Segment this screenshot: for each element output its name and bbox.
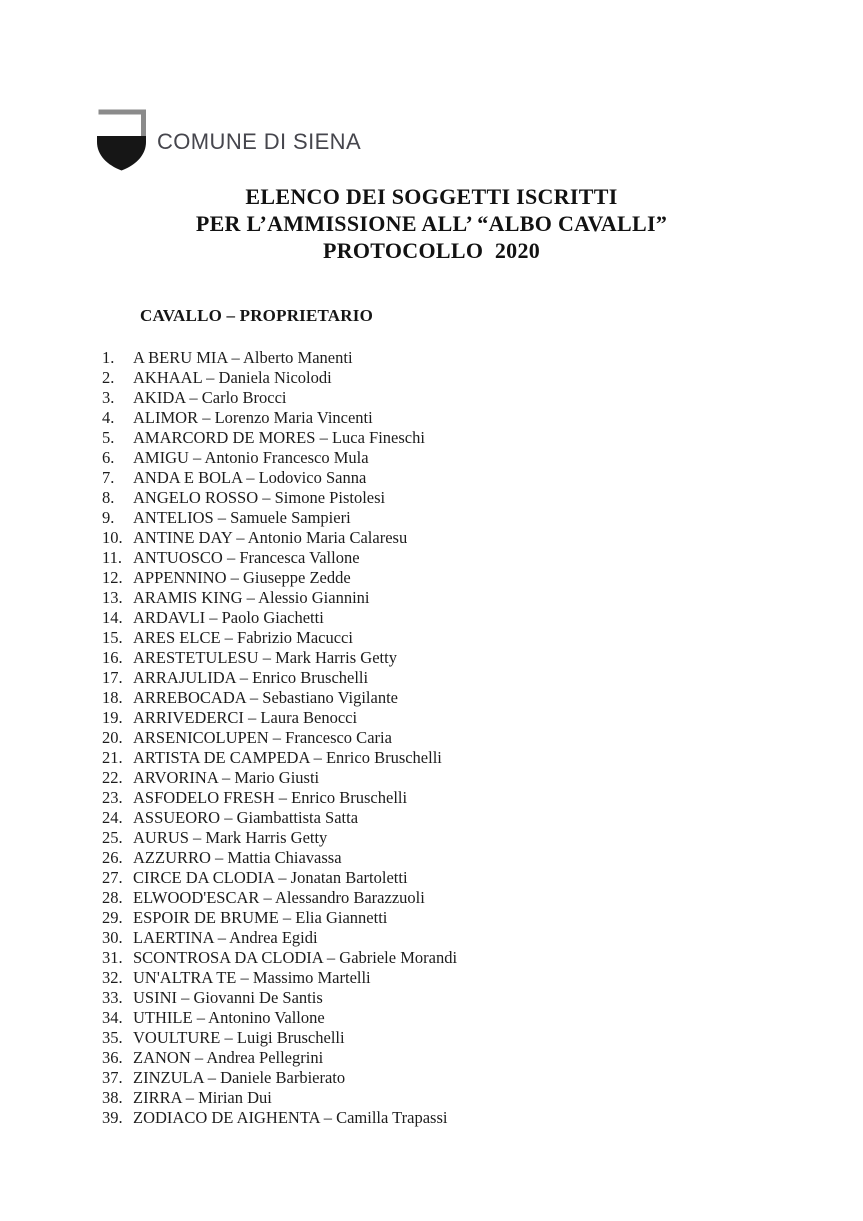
list-item bbox=[102, 928, 457, 948]
item-text: ALIMOR – Lorenzo Maria Vincenti bbox=[133, 408, 373, 427]
item-number: 15. bbox=[102, 628, 123, 647]
item-number: 3. bbox=[102, 388, 115, 407]
item-number: 19. bbox=[102, 708, 123, 727]
item-text: ARTISTA DE CAMPEDA – Enrico Bruschelli bbox=[133, 748, 442, 767]
item-text: ARSENICOLUPEN – Francesco Caria bbox=[133, 728, 392, 747]
list-item bbox=[102, 1108, 457, 1128]
list-item bbox=[102, 848, 457, 868]
list-item bbox=[102, 1028, 457, 1048]
item-number: 35. bbox=[102, 1028, 123, 1047]
comune-di-siena-logo bbox=[96, 109, 148, 171]
item-number: 33. bbox=[102, 988, 123, 1007]
item-text: ANTUOSCO – Francesca Vallone bbox=[133, 548, 360, 567]
item-number: 12. bbox=[102, 568, 123, 587]
item-number: 17. bbox=[102, 668, 123, 687]
list-item bbox=[102, 908, 457, 928]
item-number: 11. bbox=[102, 548, 123, 567]
item-text: ARDAVLI – Paolo Giachetti bbox=[133, 608, 324, 627]
list-item bbox=[102, 1068, 457, 1088]
item-number: 32. bbox=[102, 968, 123, 987]
item-text: ASFODELO FRESH – Enrico Bruschelli bbox=[133, 788, 408, 807]
list-item bbox=[102, 348, 457, 368]
list-item bbox=[102, 688, 457, 708]
siena-shield-icon bbox=[96, 109, 148, 171]
list-item bbox=[102, 888, 457, 908]
item-text: AKHAAL – Daniela Nicolodi bbox=[133, 368, 332, 387]
item-number: 7. bbox=[102, 468, 115, 487]
item-text: ESPOIR DE BRUME – Elia Giannetti bbox=[133, 908, 388, 927]
item-number: 16. bbox=[102, 648, 123, 667]
document-title bbox=[0, 183, 863, 264]
item-number: 22. bbox=[102, 768, 123, 787]
item-text: AMIGU – Antonio Francesco Mula bbox=[133, 448, 369, 467]
item-number: 29. bbox=[102, 908, 123, 927]
item-text: APPENNINO – Giuseppe Zedde bbox=[133, 568, 351, 587]
item-number: 21. bbox=[102, 748, 123, 767]
item-number: 39. bbox=[102, 1108, 123, 1127]
item-text: USINI – Giovanni De Santis bbox=[133, 988, 323, 1007]
item-number: 14. bbox=[102, 608, 123, 627]
list-item bbox=[102, 408, 457, 428]
item-number: 2. bbox=[102, 368, 115, 387]
item-number: 34. bbox=[102, 1008, 123, 1027]
item-text: ARAMIS KING – Alessio Giannini bbox=[133, 588, 370, 607]
item-text: LAERTINA – Andrea Egidi bbox=[133, 928, 318, 947]
item-text: SCONTROSA DA CLODIA – Gabriele Morandi bbox=[133, 948, 458, 967]
item-text: AZZURRO – Mattia Chiavassa bbox=[133, 848, 342, 867]
item-number: 38. bbox=[102, 1088, 123, 1107]
item-number: 6. bbox=[102, 448, 115, 467]
list-item bbox=[102, 528, 457, 548]
item-number: 1. bbox=[102, 348, 115, 367]
list-item bbox=[102, 668, 457, 688]
item-number: 30. bbox=[102, 928, 123, 947]
entries-list bbox=[102, 348, 457, 1128]
list-item bbox=[102, 428, 457, 448]
item-number: 23. bbox=[102, 788, 123, 807]
list-item bbox=[102, 1088, 457, 1108]
item-text: ANTINE DAY – Antonio Maria Calaresu bbox=[133, 528, 408, 547]
item-text: ARRAJULIDA – Enrico Bruschelli bbox=[133, 668, 369, 687]
list-item bbox=[102, 968, 457, 988]
title-line-1: ELENCO DEI SOGGETTI ISCRITTI bbox=[245, 184, 618, 209]
item-text: ZINZULA – Daniele Barbierato bbox=[133, 1068, 346, 1087]
list-item bbox=[102, 448, 457, 468]
item-text: ARVORINA – Mario Giusti bbox=[133, 768, 320, 787]
item-number: 36. bbox=[102, 1048, 123, 1067]
list-item bbox=[102, 368, 457, 388]
item-number: 24. bbox=[102, 808, 123, 827]
list-item bbox=[102, 588, 457, 608]
item-number: 13. bbox=[102, 588, 123, 607]
list-item bbox=[102, 808, 457, 828]
item-number: 8. bbox=[102, 488, 115, 507]
item-text: UTHILE – Antonino Vallone bbox=[133, 1008, 325, 1027]
list-item bbox=[102, 388, 457, 408]
list-item bbox=[102, 868, 457, 888]
item-text: CIRCE DA CLODIA – Jonatan Bartoletti bbox=[133, 868, 408, 887]
list-item bbox=[102, 1048, 457, 1068]
list-heading: CAVALLO – PROPRIETARIO bbox=[140, 306, 373, 325]
item-number: 27. bbox=[102, 868, 123, 887]
item-number: 37. bbox=[102, 1068, 123, 1087]
item-text: AKIDA – Carlo Brocci bbox=[133, 388, 287, 407]
list-item bbox=[102, 628, 457, 648]
list-item bbox=[102, 828, 457, 848]
item-text: ARES ELCE – Fabrizio Macucci bbox=[133, 628, 353, 647]
item-number: 25. bbox=[102, 828, 123, 847]
item-text: A BERU MIA – Alberto Manenti bbox=[133, 348, 353, 367]
item-text: ASSUEORO – Giambattista Satta bbox=[133, 808, 359, 827]
item-number: 10. bbox=[102, 528, 123, 547]
list-item bbox=[102, 988, 457, 1008]
item-text: ARREBOCADA – Sebastiano Vigilante bbox=[133, 688, 398, 707]
list-item bbox=[102, 508, 457, 528]
list-item bbox=[102, 468, 457, 488]
item-text: ZODIACO DE AIGHENTA – Camilla Trapassi bbox=[133, 1108, 448, 1127]
item-number: 26. bbox=[102, 848, 123, 867]
item-text: ELWOOD'ESCAR – Alessandro Barazzuoli bbox=[133, 888, 425, 907]
list-item bbox=[102, 768, 457, 788]
list-item bbox=[102, 648, 457, 668]
item-text: ZIRRA – Mirian Dui bbox=[133, 1088, 272, 1107]
list-item bbox=[102, 728, 457, 748]
item-text: ANTELIOS – Samuele Sampieri bbox=[133, 508, 351, 527]
list-item bbox=[102, 708, 457, 728]
list-item bbox=[102, 488, 457, 508]
item-text: ANDA E BOLA – Lodovico Sanna bbox=[133, 468, 367, 487]
item-text: UN'ALTRA TE – Massimo Martelli bbox=[133, 968, 371, 987]
org-name: COMUNE DI SIENA bbox=[157, 129, 362, 154]
item-text: ANGELO ROSSO – Simone Pistolesi bbox=[133, 488, 386, 507]
item-number: 9. bbox=[102, 508, 115, 527]
item-number: 20. bbox=[102, 728, 123, 747]
item-text: ZANON – Andrea Pellegrini bbox=[133, 1048, 324, 1067]
list-item bbox=[102, 948, 457, 968]
item-text: ARESTETULESU – Mark Harris Getty bbox=[133, 648, 397, 667]
item-number: 31. bbox=[102, 948, 123, 967]
list-item bbox=[102, 1008, 457, 1028]
item-text: ARRIVEDERCI – Laura Benocci bbox=[133, 708, 358, 727]
list-item bbox=[102, 788, 457, 808]
list-item bbox=[102, 548, 457, 568]
item-number: 28. bbox=[102, 888, 123, 907]
list-item bbox=[102, 608, 457, 628]
list-item bbox=[102, 748, 457, 768]
item-text: VOULTURE – Luigi Bruschelli bbox=[133, 1028, 345, 1047]
title-line-2: PER L’AMMISSIONE ALL’ “ALBO CAVALLI” bbox=[195, 211, 668, 236]
list-item bbox=[102, 568, 457, 588]
item-number: 18. bbox=[102, 688, 123, 707]
item-text: AMARCORD DE MORES – Luca Fineschi bbox=[133, 428, 425, 447]
item-number: 4. bbox=[102, 408, 115, 427]
item-text: AURUS – Mark Harris Getty bbox=[133, 828, 328, 847]
title-line-3: PROTOCOLLO 2020 bbox=[322, 238, 541, 263]
item-number: 5. bbox=[102, 428, 115, 447]
